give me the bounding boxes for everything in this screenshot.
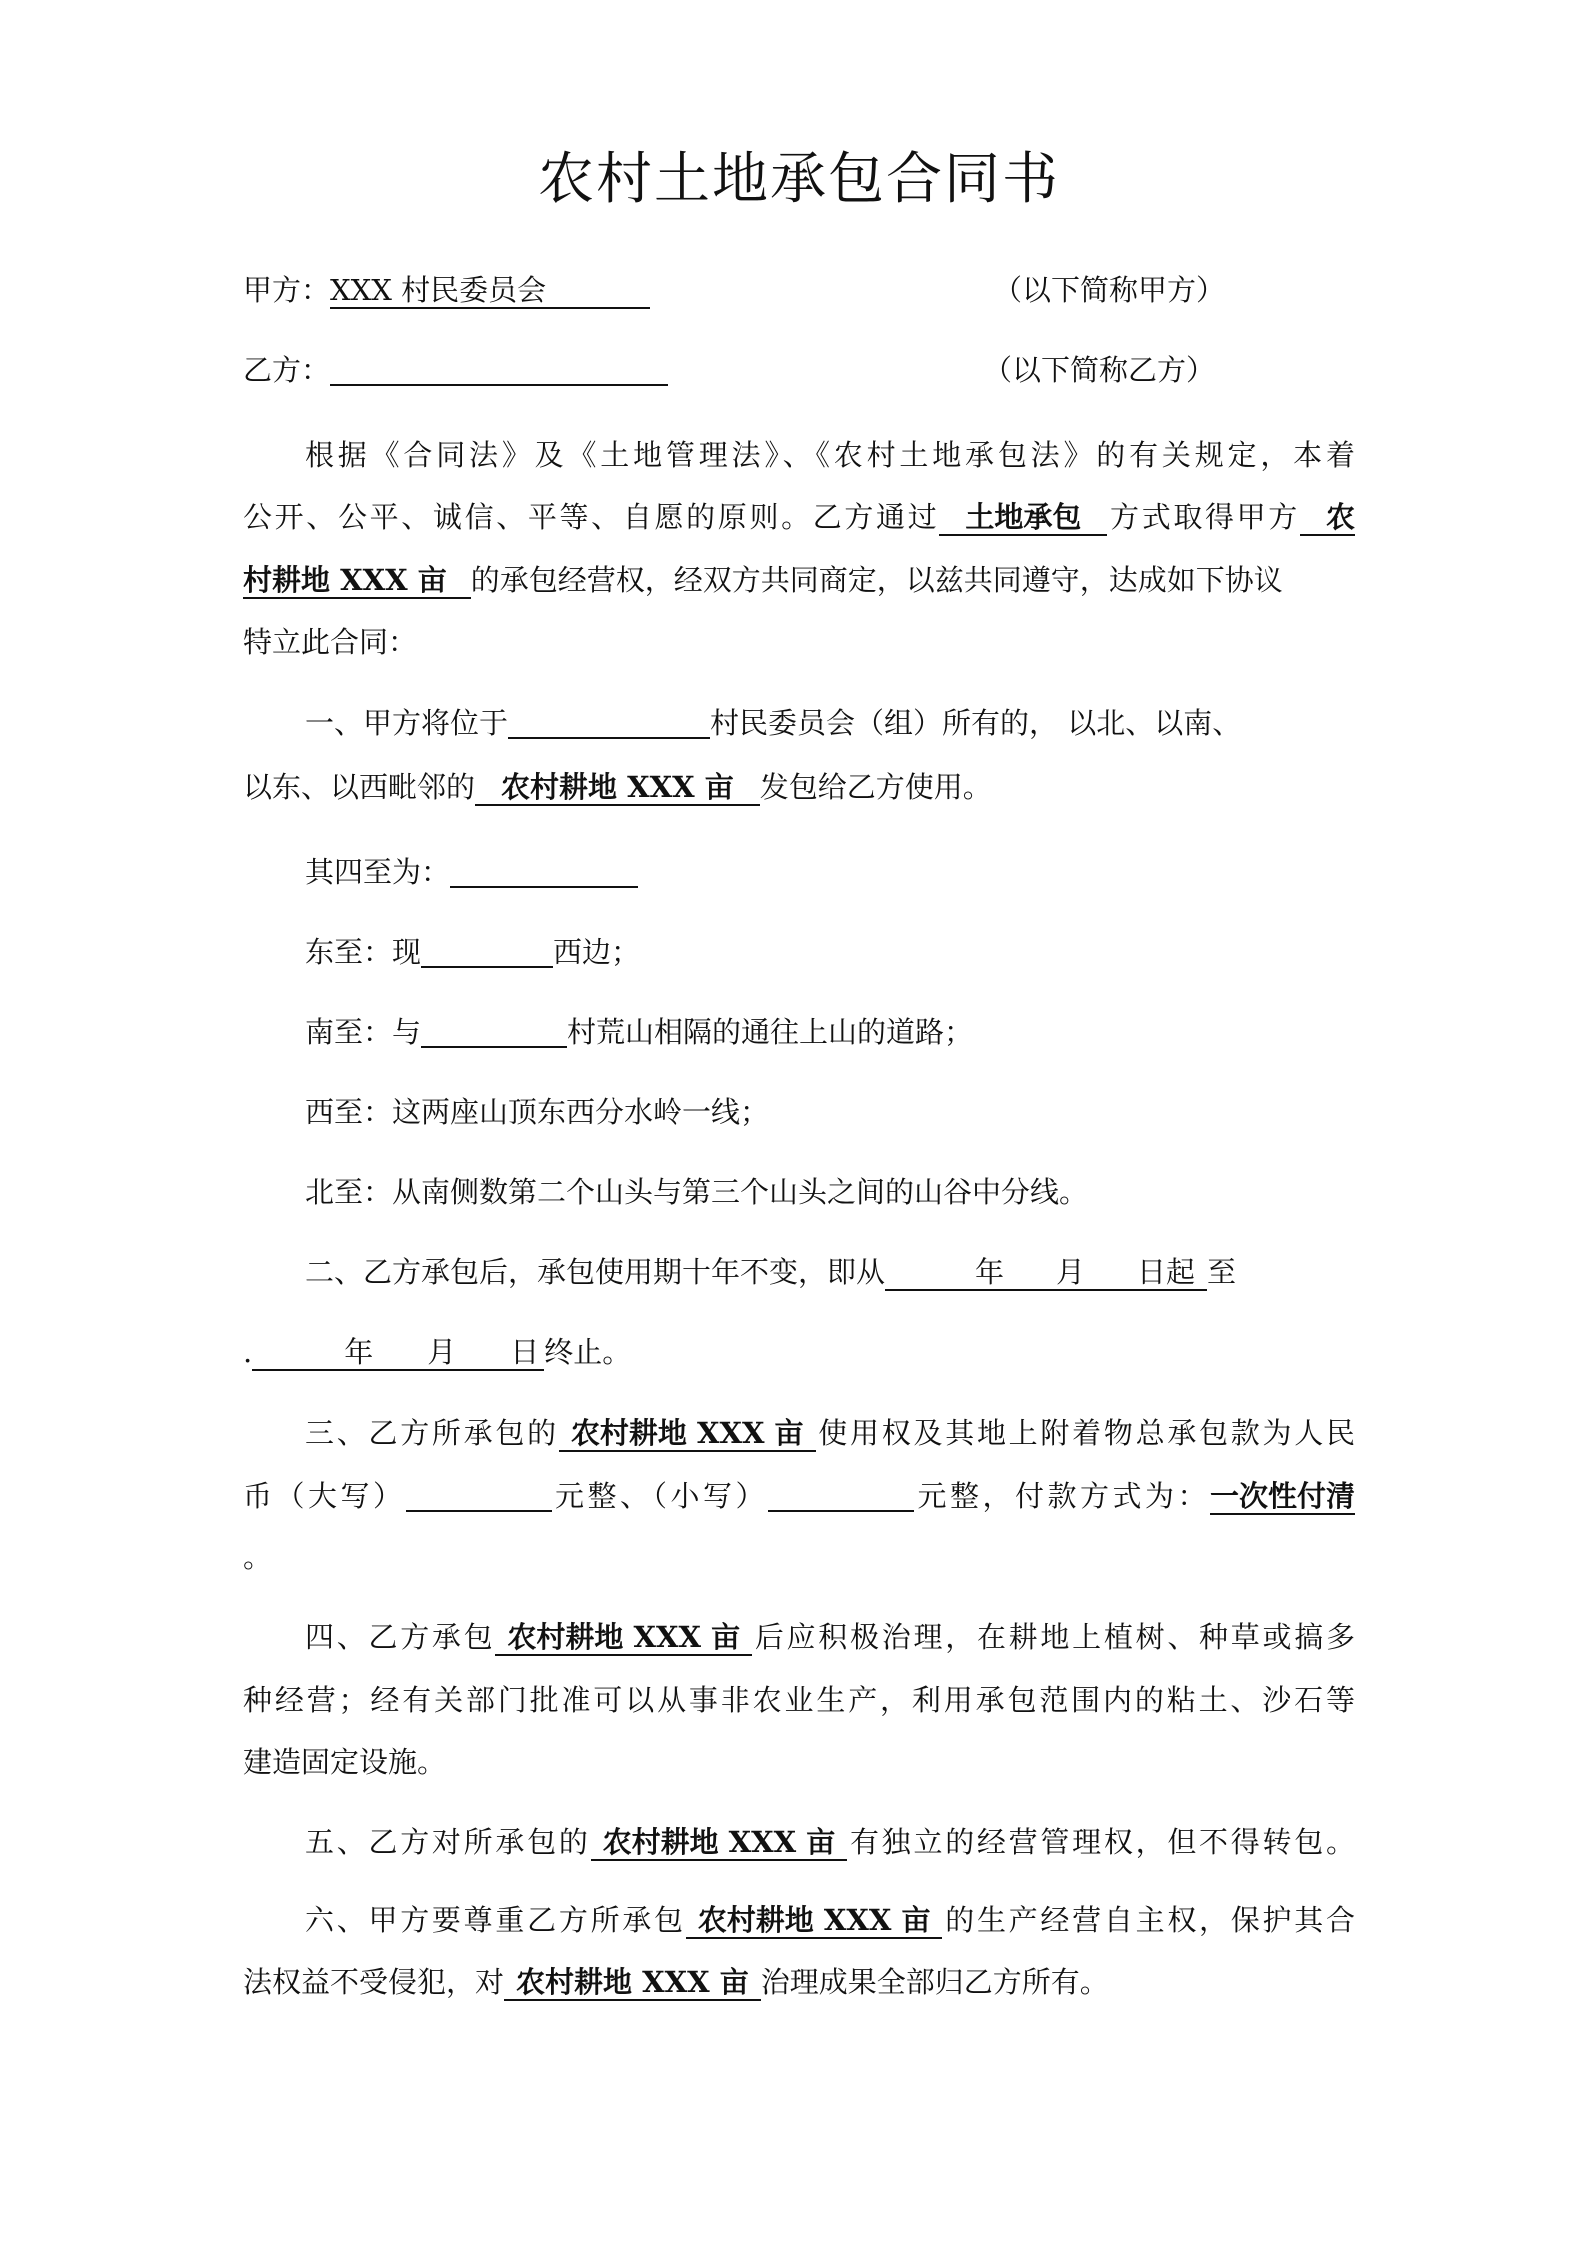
clause-3-line-2 [243, 1476, 1355, 1516]
land-field[interactable]: 农 [1300, 500, 1355, 536]
clause-2-line-2 [243, 1332, 631, 1372]
clause-text: 至 [1207, 1255, 1237, 1289]
land-field[interactable]: 农村耕地 XXX 亩 [591, 1825, 848, 1861]
preamble-text: 的承包经营权，经双方共同商定，以兹共同遵守，达成如下协议 [470, 563, 1283, 597]
clause-text: 村民委员会（组）所有的， 以北、以南、 [710, 706, 1242, 740]
clause-text: 村荒山相隔的通往上山的道路； [567, 1015, 974, 1049]
preamble-text: 公开、公平、诚信、平等、自愿的原则。乙方通过 [243, 500, 940, 534]
clause-6-line-1 [305, 1900, 1355, 1940]
boundaries-line [305, 852, 638, 892]
clause-text: 法权益不受侵犯，对 [243, 1965, 505, 1999]
clause-6-line-2 [243, 1962, 1109, 2002]
preamble-line-3 [243, 560, 1283, 600]
land-field[interactable]: 村耕地 XXX 亩 [243, 563, 471, 599]
party-b-field[interactable] [330, 354, 668, 386]
year-label: 年 [344, 1335, 374, 1369]
clause-text: 终止。 [544, 1335, 632, 1369]
clause-text: 一、甲方将位于 [305, 706, 509, 740]
boundaries-field[interactable] [450, 856, 638, 888]
clause-text: . [243, 1335, 253, 1369]
amount-uppercase-field[interactable] [406, 1480, 552, 1512]
land-field[interactable]: 农村耕地 XXX 亩 [504, 1965, 761, 2001]
document-title: 农村土地承包合同书 [538, 147, 1060, 212]
clause-text: 五、乙方对所承包的 [305, 1825, 591, 1859]
clause-text: 元整，付款方式为： [913, 1479, 1210, 1513]
party-b-line [243, 350, 668, 390]
preamble-line-4: 特立此合同： [243, 625, 418, 659]
party-a-field[interactable]: XXX 村民委员会 [330, 273, 650, 309]
clause-2-line-1 [305, 1252, 1236, 1292]
east-field[interactable] [421, 936, 553, 968]
year-label: 年 [975, 1255, 1005, 1289]
month-label: 月 [1056, 1255, 1086, 1289]
north-boundary: 北至：从南侧数第二个山头与第三个山头之间的山谷中分线。 [305, 1175, 1089, 1209]
clause-5-line-1 [305, 1822, 1355, 1862]
amount-lowercase-field[interactable] [768, 1480, 914, 1512]
clause-text: 以东、以西毗邻的 [243, 770, 476, 804]
clause-1-line-2 [243, 767, 992, 807]
clause-4-line-1 [305, 1617, 1355, 1657]
clause-text: 发包给乙方使用。 [759, 770, 992, 804]
clause-text: 南至：与 [305, 1015, 422, 1049]
clause-text: 东至：现 [305, 935, 422, 969]
clause-text: 元整、（小写） [551, 1479, 768, 1513]
east-boundary [305, 932, 640, 972]
clause-4-line-3: 建造固定设施。 [243, 1745, 447, 1779]
clause-text: 六、甲方要尊重乙方所承包 [305, 1903, 686, 1937]
month-label: 月 [427, 1335, 457, 1369]
land-field[interactable]: 农村耕地 XXX 亩 [475, 770, 760, 806]
clause-text: 三、乙方所承包的 [305, 1416, 559, 1450]
party-a-line [243, 270, 650, 310]
clause-text: 西边； [553, 935, 641, 969]
payment-method-field[interactable]: 一次性付清 [1209, 1479, 1355, 1513]
start-date-field[interactable] [885, 1255, 1207, 1291]
party-b-label: 乙方： [243, 353, 331, 387]
boundaries-label: 其四至为： [305, 855, 451, 889]
village-field[interactable] [508, 707, 710, 739]
clause-text: 治理成果全部归乙方所有。 [760, 1965, 1109, 1999]
party-a-note: （以下简称甲方） [993, 273, 1226, 307]
south-boundary [305, 1012, 973, 1052]
party-b-note: （以下简称乙方） [983, 353, 1216, 387]
clause-4-line-2: 种经营；经有关部门批准可以从事非农业生产，利用承包范围内的粘土、沙石等 [243, 1683, 1355, 1717]
clause-text: 二、乙方承包后，承包使用期十年不变，即从 [305, 1255, 886, 1289]
preamble-line-1: 根据《合同法》及《土地管理法》、《农村土地承包法》的有关规定，本着 [305, 438, 1355, 472]
clause-text: 四、乙方承包 [305, 1620, 496, 1654]
clause-text: 后应积极治理，在耕地上植树、种草或搞多 [752, 1620, 1355, 1654]
end-date-field[interactable] [252, 1335, 544, 1371]
land-field[interactable]: 农村耕地 XXX 亩 [559, 1416, 816, 1452]
west-boundary: 西至：这两座山顶东西分水岭一线； [305, 1095, 770, 1129]
clause-3-line-3: 。 [243, 1540, 273, 1574]
clause-text: 币（大写） [243, 1479, 406, 1513]
preamble-text: 方式取得甲方 [1107, 500, 1300, 534]
clause-text: 的生产经营自主权，保护其合 [942, 1903, 1355, 1937]
land-field[interactable]: 农村耕地 XXX 亩 [495, 1620, 752, 1656]
south-field[interactable] [421, 1016, 567, 1048]
day-label: 日 [510, 1335, 540, 1369]
clause-3-line-1 [305, 1413, 1355, 1453]
day-label: 日起 [1137, 1255, 1196, 1289]
land-field[interactable]: 农村耕地 XXX 亩 [686, 1903, 943, 1939]
preamble-line-2 [243, 497, 1355, 537]
clause-1-line-1 [305, 703, 1241, 743]
party-a-label: 甲方： [243, 273, 331, 307]
clause-text: 有独立的经营管理权，但不得转包。 [847, 1825, 1355, 1859]
clause-text: 使用权及其地上附着物总承包款为人民 [815, 1416, 1355, 1450]
method-field[interactable]: 土地承包 [939, 500, 1107, 536]
